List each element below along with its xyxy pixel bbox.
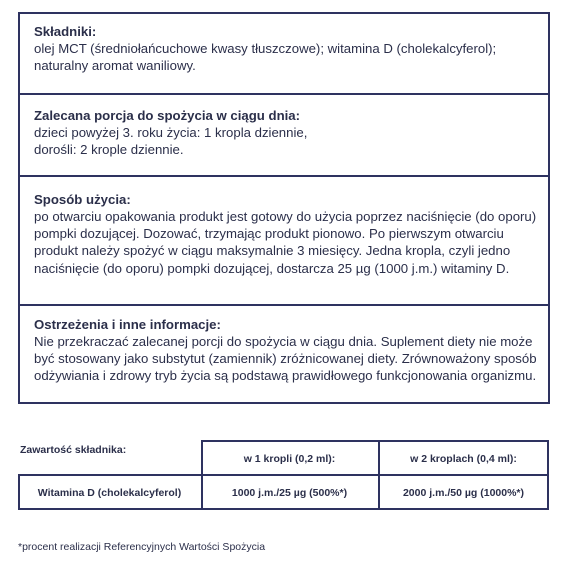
table-border-left — [18, 474, 20, 510]
ingredients-text: olej MCT (średniołańcuchowe kwasy tłuszczowe); witamina D (cholekalcyferol); naturalny aromat waniliowy. — [34, 41, 497, 74]
usage-section — [20, 177, 548, 306]
footnote: *procent realizacji Referencyjnych Wartości Spożycia — [18, 541, 266, 553]
table-border-top — [201, 440, 549, 442]
dose-title: Zalecana porcja do spożycia w ciągu dnia: — [34, 108, 301, 123]
warnings-section — [20, 306, 548, 402]
composition-title: Zawartość składnika: — [20, 444, 127, 456]
warnings-title: Ostrzeżenia i inne informacje: — [34, 317, 221, 332]
table-divider-1 — [201, 440, 203, 510]
table-divider-2 — [378, 440, 380, 510]
val-1-drop: 1000 j.m./25 µg (500%*) — [231, 486, 348, 499]
usage-title: Sposób użycia: — [34, 192, 131, 207]
table-border-right — [547, 440, 549, 510]
product-info-box — [18, 12, 550, 404]
usage-text: po otwarciu opakowania produkt jest gotowy do użycia poprzez naciśnięcie (do oporu) pompki dozującej. Dozować, trzymając produkt pionowo. Po pierwszym otwarciu produkt należy spożyć w ciągu maksymalnie 3 miesięcy. Jedna kropla, czyli jedno naciśnięcie (do oporu) pompki dozującej, dostarcza 25 µg (1000 j.m.) witaminy D. — [34, 209, 537, 276]
dose-section — [20, 95, 548, 177]
col1-header: w 1 kropli (0,2 ml): — [243, 452, 336, 465]
composition-table — [18, 440, 549, 510]
table-border-mid — [18, 474, 549, 476]
ingredients-title: Składniki: — [34, 24, 97, 39]
warnings-text: Nie przekraczać zalecanej porcji do spożycia w ciągu dnia. Suplement diety nie może być stosowany jako substytut (zamiennik) zróżnicowanej diety. Zrównoważony sposób odżywiania i zdrowy tryb życia są podstawą prawidłowego funkcjonowania organizmu. — [34, 334, 537, 384]
dose-children: dzieci powyżej 3. roku życia: 1 kropla dziennie, — [34, 125, 308, 140]
table-border-bottom — [18, 508, 549, 510]
col2-header: w 2 kroplach (0,4 ml): — [410, 452, 517, 465]
ingredients-section — [20, 14, 548, 95]
dose-adults: dorośli: 2 krople dziennie. — [34, 142, 184, 158]
val-2-drops: 2000 j.m./50 µg (1000%*) — [402, 486, 525, 499]
row-label: Witamina D (cholekalcyferol) — [37, 486, 182, 499]
